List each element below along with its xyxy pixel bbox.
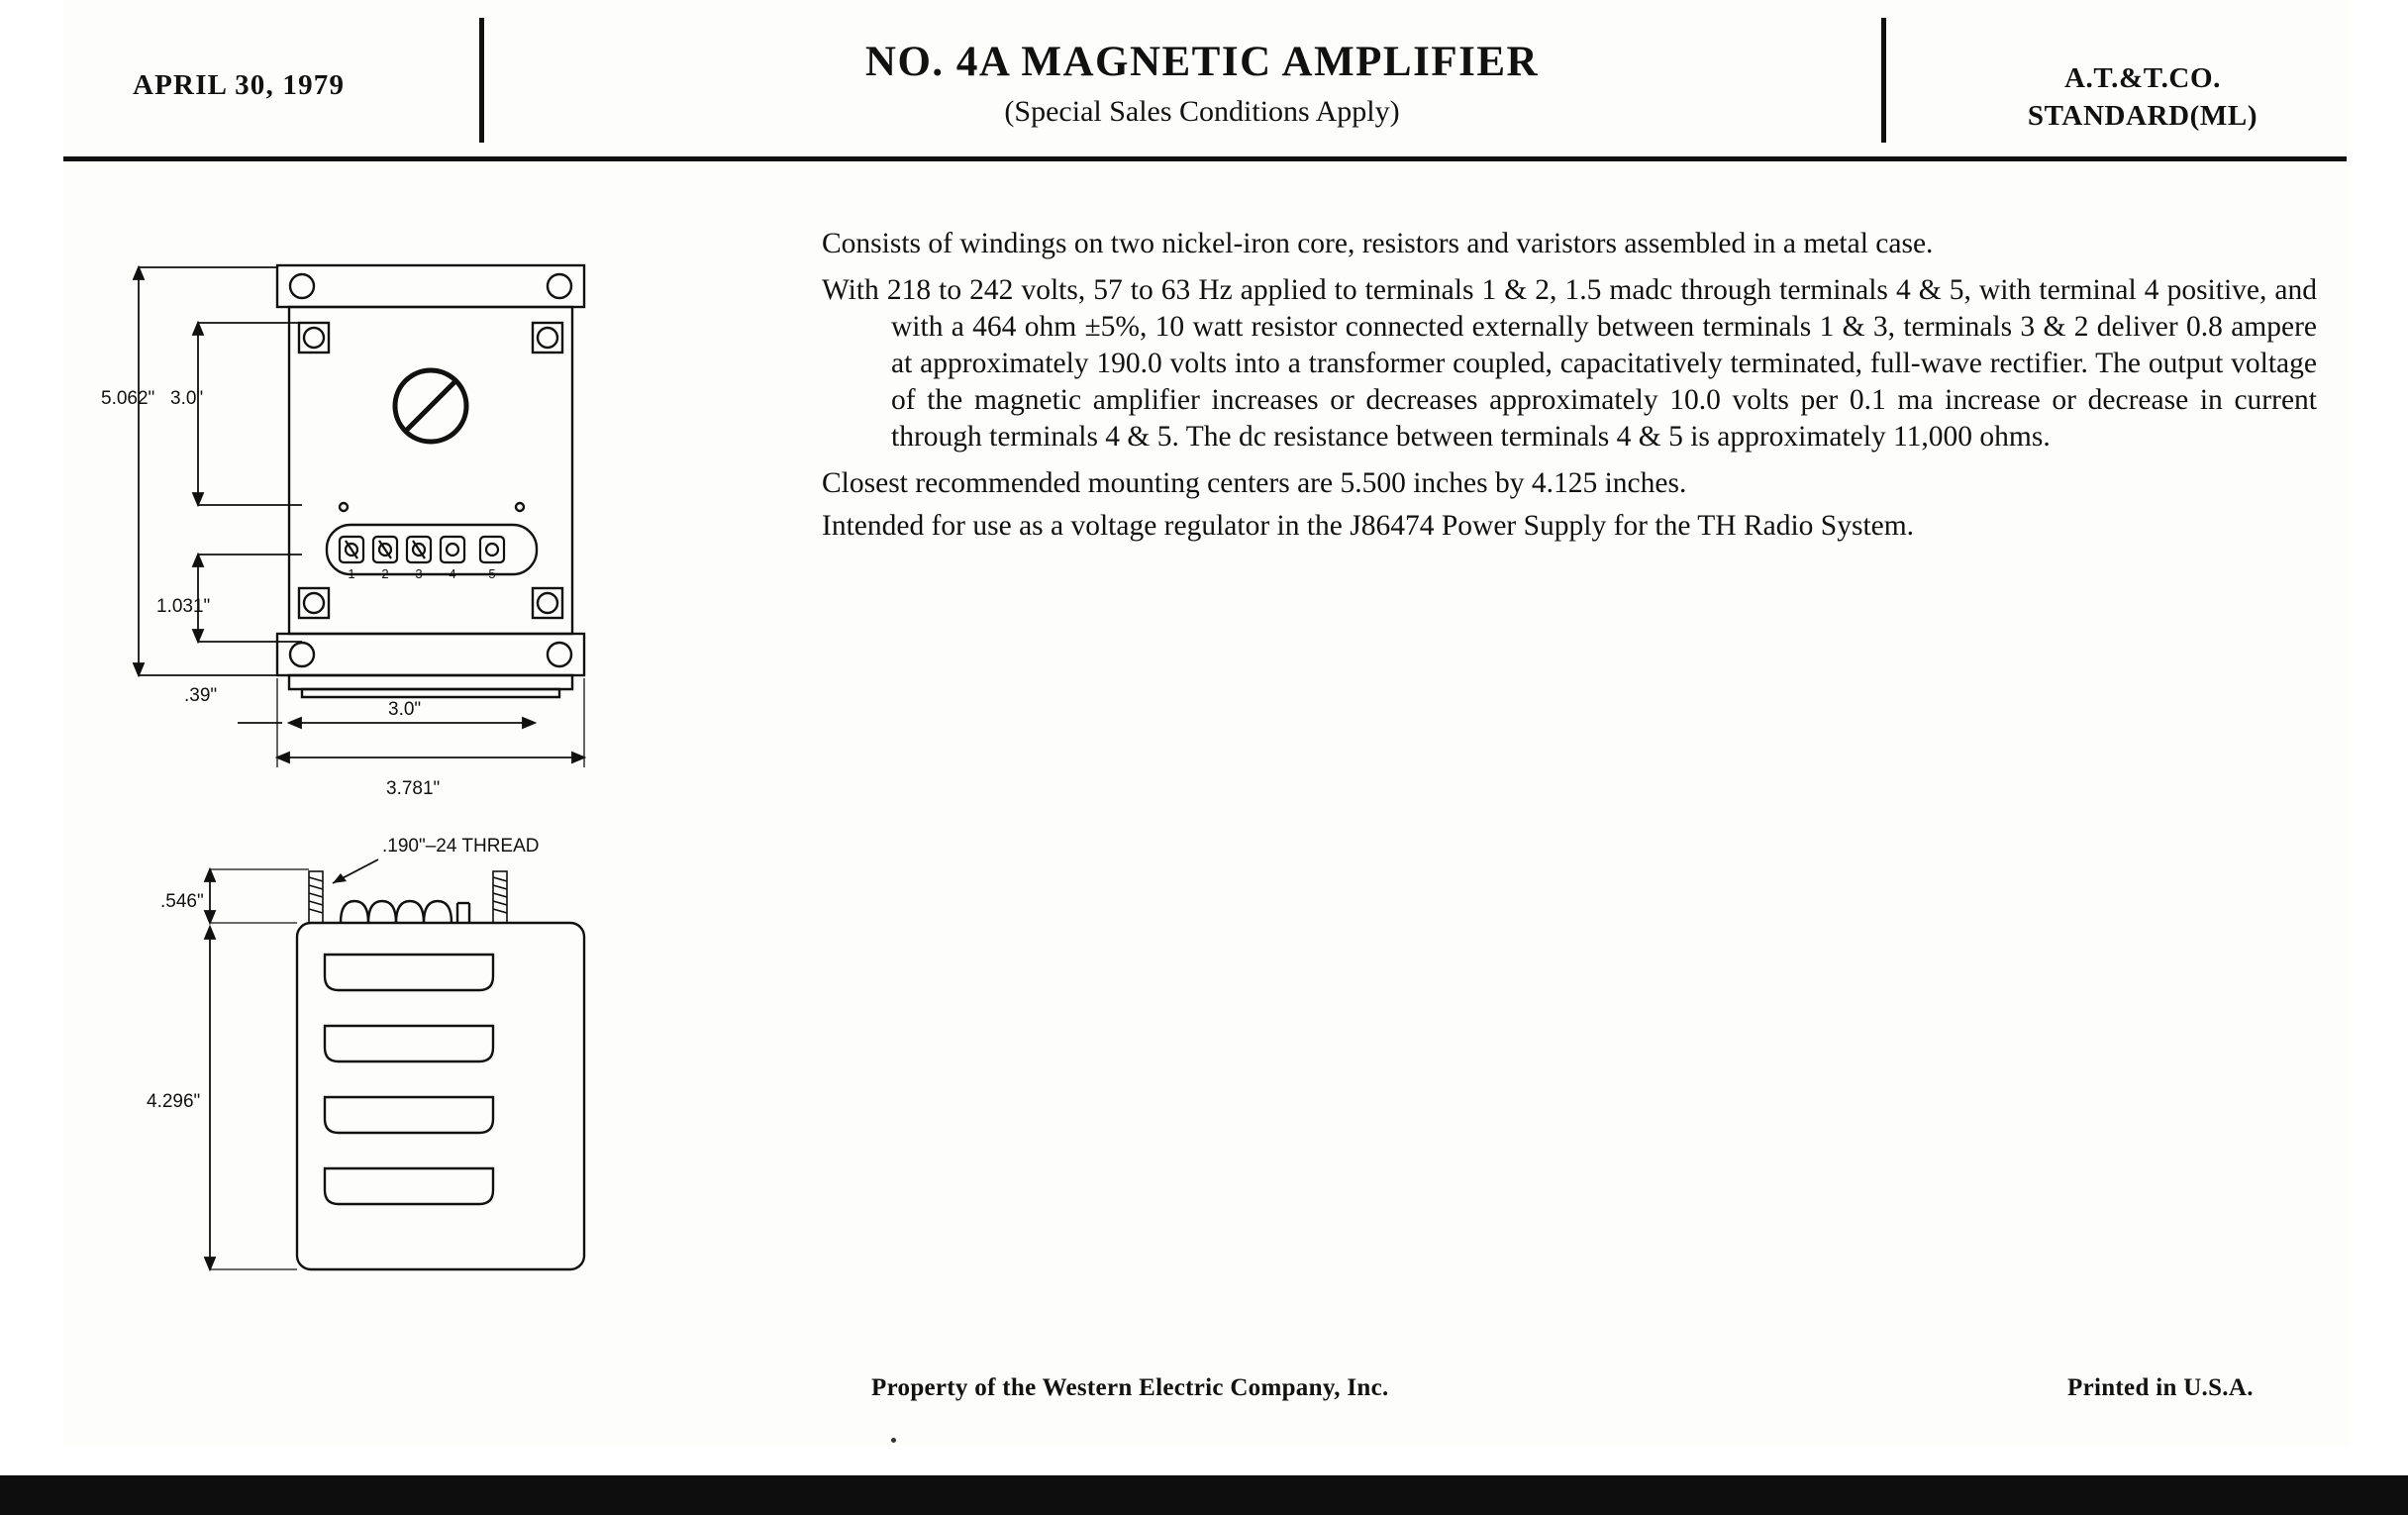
svg-text:5: 5 bbox=[488, 566, 496, 581]
dim-inner-height: 3.0" bbox=[170, 388, 204, 409]
front-view-svg bbox=[99, 228, 713, 802]
svg-text:4: 4 bbox=[449, 566, 456, 581]
property-notice: Property of the Western Electric Company, Inc. bbox=[871, 1374, 1389, 1401]
paragraph-1-rest: of windings on two nickel-iron core, resistors and varistors assembled in a metal case. bbox=[921, 228, 1934, 259]
header-divider-left bbox=[479, 18, 484, 143]
svg-text:1: 1 bbox=[348, 566, 355, 581]
standard-name: STANDARD(ML) bbox=[2027, 100, 2258, 132]
printed-notice: Printed in U.S.A. bbox=[2067, 1374, 2254, 1401]
issue-date: APRIL 30, 1979 bbox=[133, 69, 346, 101]
paragraph-1 bbox=[822, 226, 2317, 262]
svg-text:2: 2 bbox=[381, 566, 389, 581]
page-speck bbox=[891, 1438, 896, 1443]
header-divider-right bbox=[1881, 18, 1886, 143]
paragraph-3-rest: recommended mounting centers are 5.500 inches by 4.125 inches. bbox=[907, 467, 1687, 499]
page-subtitle: (Special Sales Conditions Apply) bbox=[1004, 95, 1400, 128]
page-header bbox=[63, 8, 2351, 156]
front-view-drawing bbox=[99, 228, 713, 807]
dim-body-height: 4.296" bbox=[147, 1091, 201, 1112]
page-title: NO. 4A MAGNETIC AMPLIFIER bbox=[864, 39, 1540, 85]
paragraph-2-rest: 218 to 242 volts, 57 to 63 Hz applied to terminals 1 & 2, 1.5 madc through terminals 4 & 5, with terminal 4 positive, and with a 464 ohm ±5%, 10 watt resistor connected externally between terminals 1 & 3, terminals 3 & 2 deliver 0.8 ampere at approximately 190.0 volts into a transformer coupled, capacitatively terminated, full-wave rectifier. The output voltage of the magnetic amplifier increases or decreases approximately 10.0 volts per 0.1 ma increase or decrease in current through terminals 4 & 5. The dc resistance between terminals 4 & 5 is approximately 11,000 ohms. bbox=[878, 274, 2317, 453]
side-view-drawing bbox=[99, 832, 713, 1362]
paragraph-1-lead: Consists bbox=[822, 228, 922, 259]
description-text bbox=[822, 226, 2317, 555]
side-view-svg bbox=[99, 832, 713, 1357]
dim-lower-height: 1.031" bbox=[156, 596, 211, 617]
paragraph-3-lead: Closest bbox=[822, 467, 908, 499]
company-standard-label bbox=[1925, 59, 2360, 135]
header-rule bbox=[63, 156, 2347, 161]
dim-flange-offset: .39" bbox=[184, 685, 218, 706]
dim-inner-width: 3.0" bbox=[388, 699, 422, 720]
paragraph-4-rest: for use as a voltage regulator in the J86474 Power Supply for the TH Radio System. bbox=[924, 510, 1915, 542]
thread-note: .190"–24 THREAD bbox=[382, 836, 540, 857]
paragraph-2-lead: With bbox=[822, 274, 879, 306]
dim-overall-height: 5.062" bbox=[101, 388, 155, 409]
paragraph-4-lead: Intended bbox=[822, 510, 925, 542]
dim-stud-length: .546" bbox=[160, 891, 204, 912]
svg-text:3: 3 bbox=[415, 566, 423, 581]
paragraph-4 bbox=[822, 508, 2317, 545]
dim-overall-width: 3.781" bbox=[386, 778, 441, 799]
paragraph-3 bbox=[822, 465, 2317, 502]
company-name: A.T.&T.CO. bbox=[2064, 62, 2221, 94]
paragraph-2 bbox=[822, 272, 2317, 455]
